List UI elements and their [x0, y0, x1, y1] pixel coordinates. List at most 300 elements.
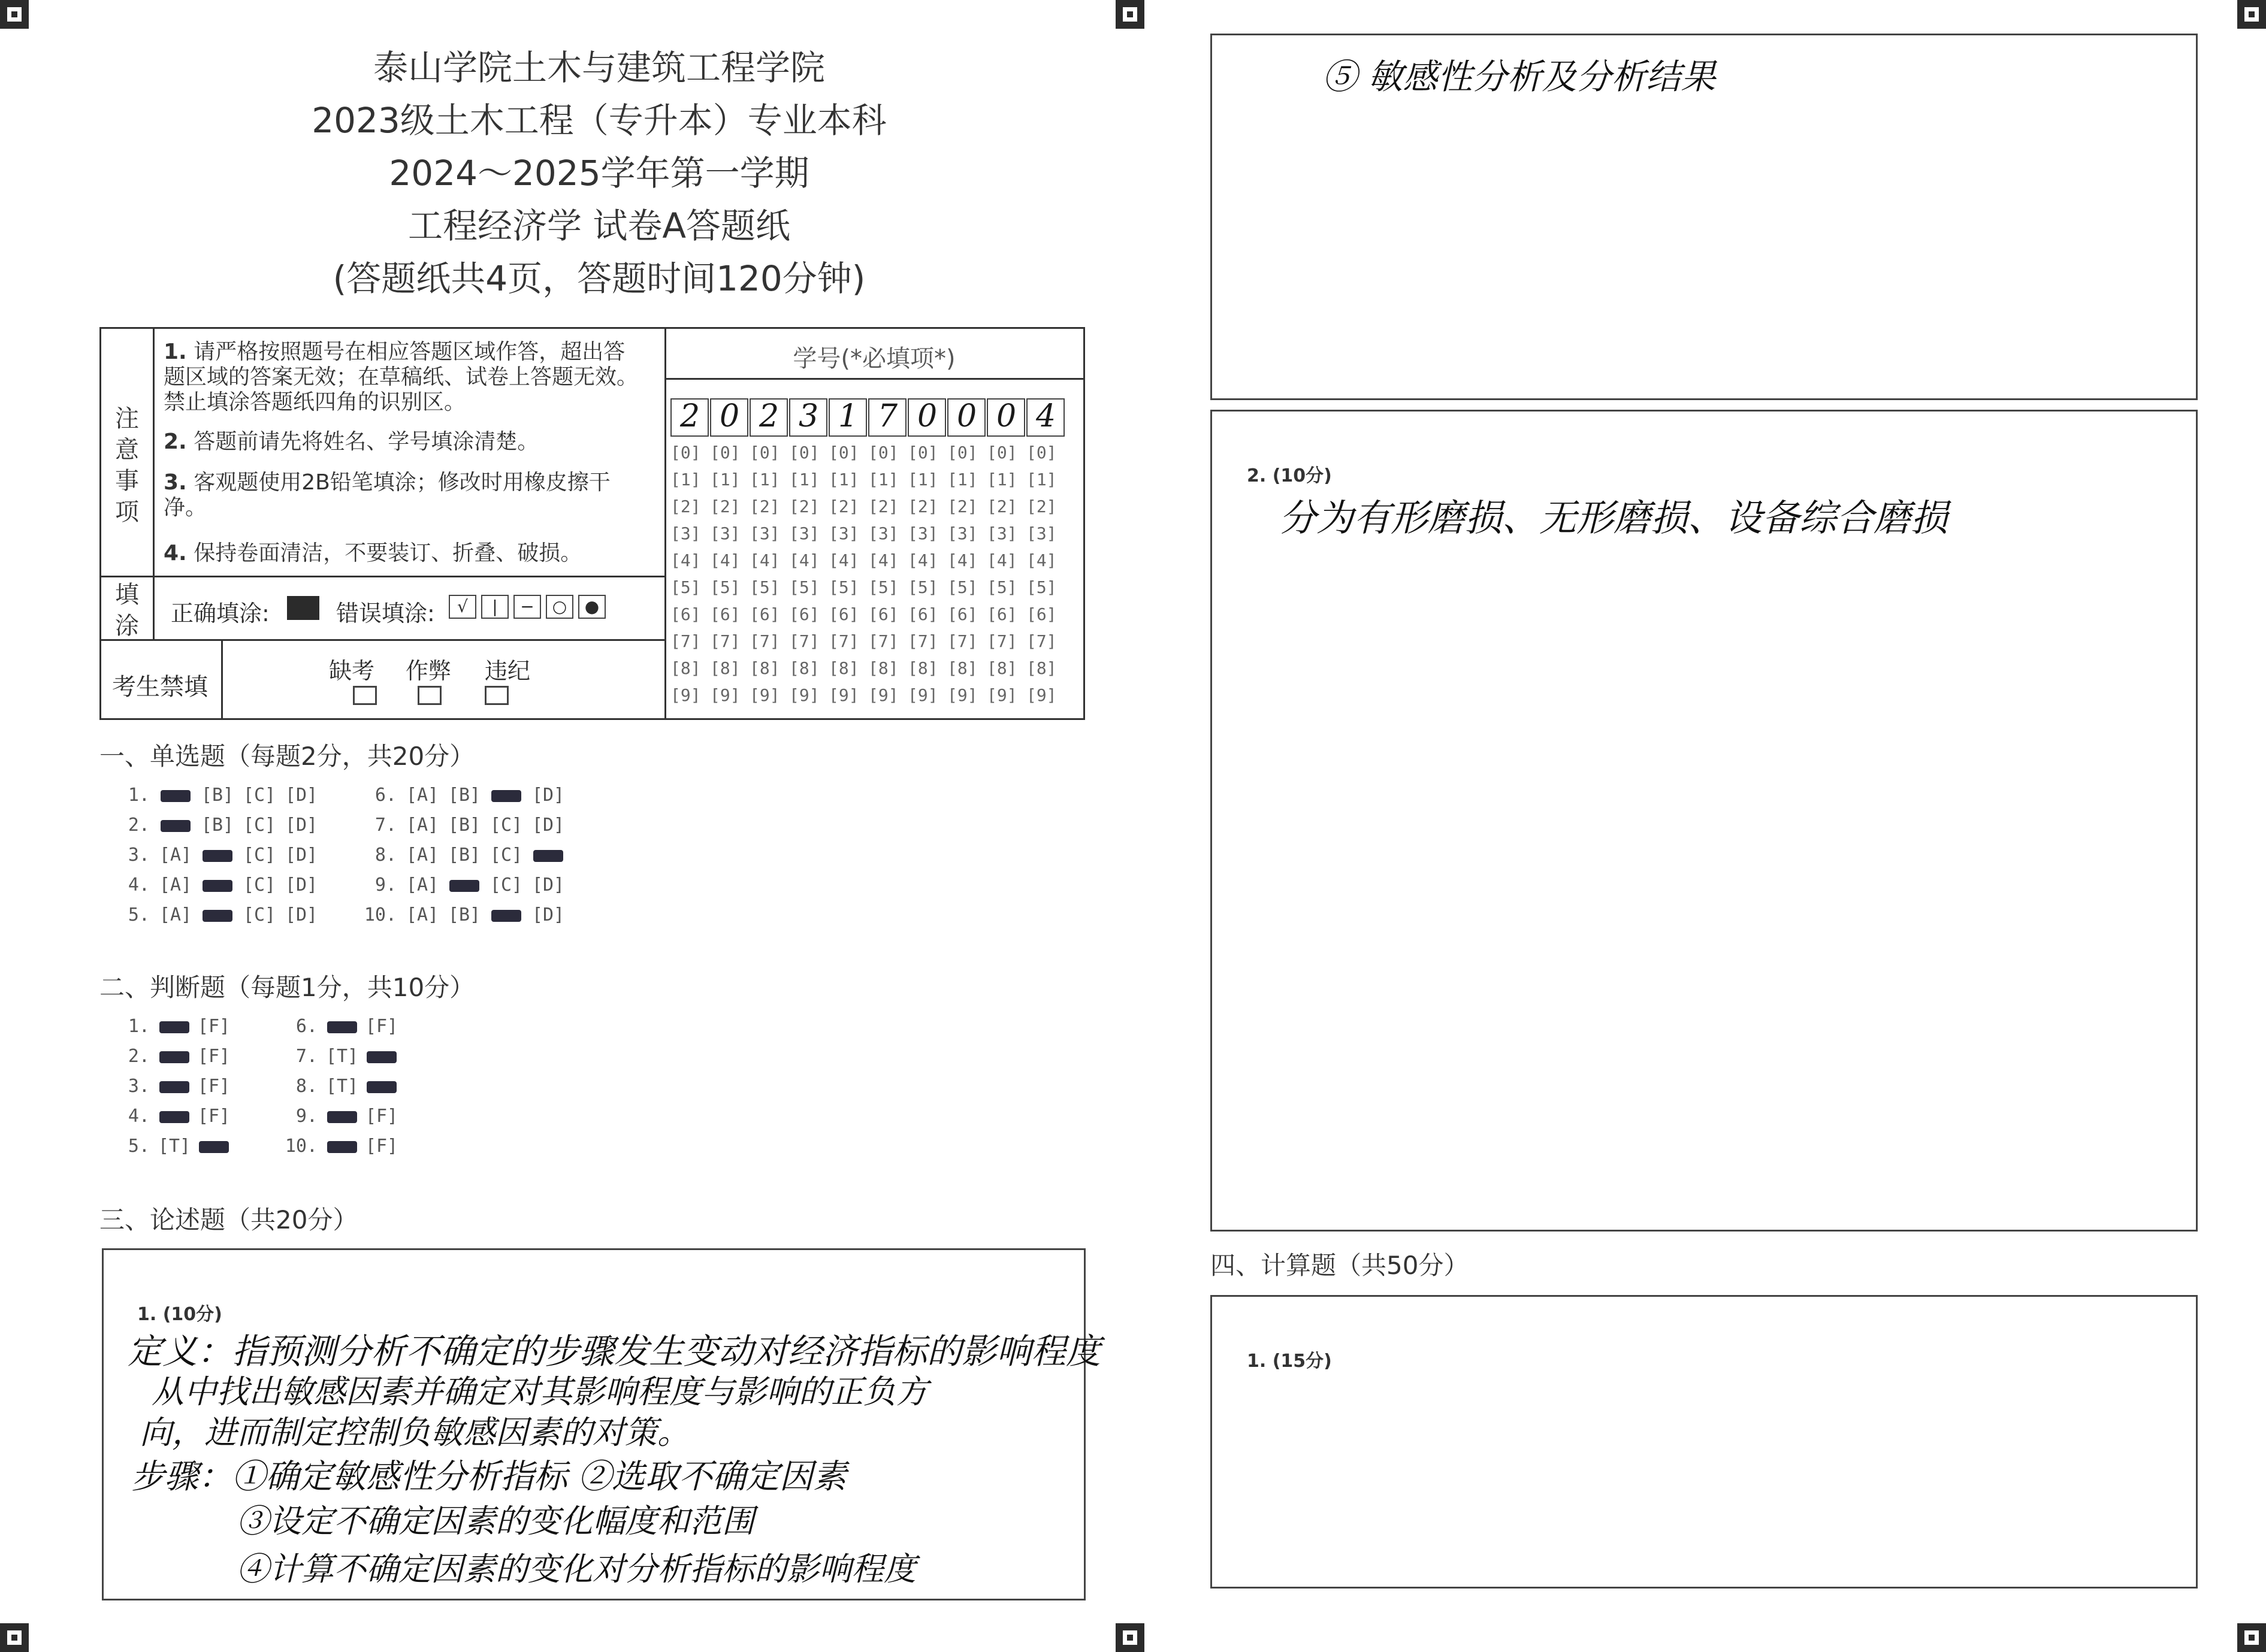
fill-label: 填涂: [115, 581, 139, 640]
option-bubble[interactable]: [C]: [243, 845, 276, 866]
filled-mark: [159, 1081, 189, 1093]
option-bubble[interactable]: [A]: [406, 904, 439, 925]
student-id-bubble[interactable]: [0]: [1026, 443, 1057, 462]
header-school: 泰山学院土木与建筑工程学院: [373, 47, 825, 88]
question-row: [282, 1106, 401, 1127]
filled-bubble[interactable]: [155, 1016, 194, 1037]
filled-mark: [203, 910, 232, 922]
fill-wrong-label: 错误填涂:: [336, 600, 435, 627]
divider: [664, 329, 666, 718]
filled-bubble[interactable]: [322, 1016, 362, 1037]
essay-1-label: 1. (10分): [137, 1304, 222, 1325]
question-number: 4.: [128, 875, 150, 895]
student-id-bubble[interactable]: [9]: [710, 685, 741, 705]
student-id-bubble[interactable]: [0]: [670, 443, 701, 462]
student-id-bubble[interactable]: [3]: [789, 524, 820, 543]
option-bubble[interactable]: [C]: [490, 845, 523, 866]
student-id-bubble[interactable]: [0]: [789, 443, 820, 462]
student-id-bubble[interactable]: [1]: [829, 470, 859, 489]
header-exam-title: 工程经济学 试卷A答题纸: [407, 205, 791, 246]
student-id-bubble[interactable]: [4]: [750, 550, 780, 570]
student-id-bubble[interactable]: [9]: [670, 685, 701, 705]
option-bubble[interactable]: [B]: [201, 785, 234, 806]
student-id-digit: 0: [720, 398, 740, 434]
forbid-label: 考生禁填: [112, 673, 208, 701]
question-number: 1.: [128, 785, 150, 806]
student-id-bubble[interactable]: [2]: [670, 497, 701, 516]
student-id-bubble[interactable]: [5]: [750, 577, 780, 597]
corner-marker-top-right: [2237, 0, 2266, 29]
student-id-bubble[interactable]: [1]: [947, 470, 978, 489]
corner-marker-top-left: [0, 0, 29, 29]
option-bubble[interactable]: [T]: [325, 1076, 359, 1097]
essay-1-line-5: ③设定不确定因素的变化幅度和范围: [237, 1502, 754, 1540]
option-bubble[interactable]: [A]: [159, 904, 192, 925]
student-id-bubble[interactable]: [7]: [868, 631, 899, 651]
question-row: [361, 815, 569, 836]
absent-checkbox[interactable]: [353, 686, 377, 705]
option-bubble[interactable]: [T]: [158, 1136, 191, 1157]
student-id-bubble[interactable]: [9]: [908, 685, 938, 705]
filled-bubble[interactable]: [197, 875, 238, 895]
option-bubble[interactable]: [C]: [243, 904, 276, 925]
filled-mark: [327, 1111, 357, 1123]
question-number: 5.: [128, 1136, 150, 1157]
student-id-bubble[interactable]: [9]: [1026, 685, 1057, 705]
option-bubble[interactable]: [F]: [365, 1136, 398, 1157]
question-row: [282, 1136, 401, 1157]
circle-icon: ○: [546, 595, 573, 619]
student-id-bubble[interactable]: [3]: [987, 524, 1017, 543]
student-id-bubble[interactable]: [3]: [868, 524, 899, 543]
essay-1-continued-box[interactable]: [1210, 34, 2198, 400]
question-number: 10.: [364, 904, 397, 925]
essay-2-answer-box[interactable]: [1210, 410, 2198, 1232]
filled-mark: [449, 880, 479, 892]
student-id-bubble[interactable]: [8]: [750, 658, 780, 678]
divider: [101, 639, 664, 641]
wrong-fill-examples: [449, 595, 611, 619]
question-row: [361, 904, 569, 925]
student-id-bubble[interactable]: [3]: [1026, 524, 1057, 543]
student-id-bubble[interactable]: [5]: [1026, 577, 1057, 597]
vertical-bar-icon: |: [481, 595, 509, 619]
filled-bubble[interactable]: [362, 1076, 401, 1097]
student-id-bubble[interactable]: [5]: [710, 577, 741, 597]
corner-marker-bottom-middle: [1116, 1623, 1144, 1652]
student-id-digit-box[interactable]: [789, 398, 827, 437]
student-id-bubble[interactable]: [9]: [868, 685, 899, 705]
corner-marker-top-middle: [1116, 0, 1144, 29]
question-row: [114, 815, 322, 836]
student-id-digit: 2: [680, 398, 700, 434]
filled-bubble[interactable]: [485, 785, 527, 806]
filled-bubble[interactable]: [194, 1136, 234, 1157]
student-id-bubble[interactable]: [8]: [789, 658, 820, 678]
student-id-bubble[interactable]: [0]: [947, 443, 978, 462]
student-id-bubble[interactable]: [3]: [908, 524, 938, 543]
student-id-bubble[interactable]: [4]: [710, 550, 741, 570]
question-row: [114, 1046, 234, 1067]
essay-1-line-2: 从中找出敏感因素并确定对其影响程度与影响的正负方: [152, 1373, 928, 1411]
student-id-bubble[interactable]: [1]: [710, 470, 741, 489]
filled-mark: [327, 1021, 357, 1033]
student-id-bubble[interactable]: [0]: [829, 443, 859, 462]
student-id-bubble[interactable]: [8]: [670, 658, 701, 678]
student-id-bubble[interactable]: [3]: [670, 524, 701, 543]
student-id-bubble[interactable]: [7]: [750, 631, 780, 651]
filled-mark: [491, 790, 521, 802]
option-bubble[interactable]: [D]: [531, 815, 565, 836]
filled-bubble[interactable]: [197, 904, 238, 925]
student-id-bubble[interactable]: [8]: [868, 658, 899, 678]
student-id-bubble[interactable]: [2]: [1026, 497, 1057, 516]
student-id-bubble[interactable]: [5]: [908, 577, 938, 597]
student-id-bubble[interactable]: [5]: [670, 577, 701, 597]
option-bubble[interactable]: [F]: [365, 1106, 398, 1127]
filled-bubble[interactable]: [322, 1106, 362, 1127]
student-id-bubble[interactable]: [4]: [670, 550, 701, 570]
essay-1-line-4: 步骤：①确定敏感性分析指标 ②选取不确定因素: [131, 1457, 847, 1496]
student-id-bubble[interactable]: [9]: [829, 685, 859, 705]
student-id-bubble[interactable]: [4]: [829, 550, 859, 570]
check-mark-icon: √: [449, 595, 476, 619]
section-single-choice-title: 一、单选题（每题2分，共20分）: [99, 742, 475, 771]
option-bubble[interactable]: [D]: [285, 785, 318, 806]
student-id-bubble[interactable]: [6]: [710, 604, 741, 624]
correct-fill-example: [287, 596, 319, 620]
student-id-bubble[interactable]: [5]: [987, 577, 1017, 597]
student-id-bubble[interactable]: [9]: [789, 685, 820, 705]
student-id-bubble[interactable]: [0]: [750, 443, 780, 462]
student-id-digit: 0: [996, 398, 1017, 434]
student-id-digit-box[interactable]: [1026, 398, 1065, 437]
student-id-bubble[interactable]: [3]: [750, 524, 780, 543]
student-id-bubble[interactable]: [2]: [947, 497, 978, 516]
option-bubble[interactable]: [D]: [285, 815, 318, 836]
filled-mark: [367, 1051, 397, 1063]
question-row: [361, 875, 569, 895]
student-id-digit-box[interactable]: [829, 398, 867, 437]
student-id-bubble[interactable]: [7]: [710, 631, 741, 651]
violation-checkbox[interactable]: [485, 686, 509, 705]
notice-item-3: 3. 客观题使用2B铅笔填涂；修改时用橡皮擦干净。: [164, 470, 611, 520]
option-bubble[interactable]: [A]: [406, 815, 439, 836]
student-id-digit: 0: [917, 398, 938, 434]
student-id-bubble[interactable]: [7]: [670, 631, 701, 651]
student-id-bubble[interactable]: [8]: [1026, 658, 1057, 678]
question-number: 3.: [128, 845, 150, 866]
essay-1-line-6: ④计算不确定因素的变化对分析指标的影响程度: [237, 1550, 916, 1588]
filled-mark: [161, 820, 191, 832]
filled-mark: [327, 1141, 357, 1153]
option-bubble[interactable]: [A]: [406, 785, 439, 806]
essay-2-line: 分为有形磨损、无形磨损、设备综合磨损: [1279, 496, 1948, 540]
option-bubble[interactable]: [B]: [448, 904, 481, 925]
student-id-bubble[interactable]: [1]: [987, 470, 1017, 489]
filled-bubble[interactable]: [485, 904, 527, 925]
option-bubble[interactable]: [A]: [406, 875, 439, 895]
student-id-bubble[interactable]: [6]: [868, 604, 899, 624]
student-id-bubble[interactable]: [2]: [868, 497, 899, 516]
filled-bubble[interactable]: [155, 1076, 194, 1097]
filled-bubble[interactable]: [197, 845, 238, 866]
student-id-bubble[interactable]: [0]: [987, 443, 1017, 462]
question-number: 3.: [128, 1076, 150, 1097]
student-id-bubble[interactable]: [3]: [947, 524, 978, 543]
student-id-bubble[interactable]: [8]: [947, 658, 978, 678]
question-number: 4.: [128, 1106, 150, 1127]
student-id-bubble[interactable]: [2]: [789, 497, 820, 516]
essay-1-continued-line: ⑤ 敏感性分析及分析结果: [1322, 56, 1716, 97]
filled-mark: [161, 790, 191, 802]
student-id-bubble[interactable]: [6]: [670, 604, 701, 624]
single-choice-area: [114, 785, 605, 940]
question-row: [114, 845, 322, 866]
question-row: [114, 904, 322, 925]
question-number: 5.: [128, 904, 150, 925]
student-id-bubble[interactable]: [2]: [829, 497, 859, 516]
corner-marker-bottom-left: [0, 1623, 29, 1652]
option-bubble[interactable]: [F]: [197, 1046, 231, 1067]
student-id-bubble[interactable]: [3]: [829, 524, 859, 543]
student-id-bubble[interactable]: [8]: [908, 658, 938, 678]
student-id-bubble[interactable]: [3]: [710, 524, 741, 543]
student-id-bubble[interactable]: [5]: [789, 577, 820, 597]
filled-bubble[interactable]: [443, 875, 485, 895]
student-id-bubble[interactable]: [5]: [868, 577, 899, 597]
header-term: 2024～2025学年第一学期: [389, 153, 809, 193]
question-number: 6.: [374, 785, 397, 806]
filled-mark: [159, 1051, 189, 1063]
filled-bubble[interactable]: [527, 845, 569, 866]
cheat-label: 作弊: [406, 658, 452, 684]
student-id-bubble[interactable]: [1]: [750, 470, 780, 489]
student-id-bubble[interactable]: [1]: [670, 470, 701, 489]
question-number: 7.: [374, 815, 397, 836]
student-id-digit-box[interactable]: [908, 398, 946, 437]
option-bubble[interactable]: [C]: [490, 875, 523, 895]
question-number: 10.: [285, 1136, 318, 1157]
student-id-bubble[interactable]: [7]: [829, 631, 859, 651]
student-id-bubble[interactable]: [2]: [987, 497, 1017, 516]
question-row: [114, 785, 322, 806]
filled-mark: [203, 880, 232, 892]
option-bubble[interactable]: [C]: [243, 875, 276, 895]
option-bubble[interactable]: [F]: [197, 1076, 231, 1097]
student-id-bubble[interactable]: [6]: [947, 604, 978, 624]
student-id-bubble[interactable]: [6]: [750, 604, 780, 624]
option-bubble[interactable]: [D]: [531, 785, 565, 806]
essay-1-answer-box[interactable]: [102, 1248, 1101, 1600]
info-table: [99, 327, 1085, 720]
question-number: 8.: [374, 845, 397, 866]
question-row: [114, 1016, 234, 1037]
notice-label: 注意事项: [115, 405, 139, 526]
essay-1-line-1: 定义：指预测分析不确定的步骤发生变动对经济指标的影响程度: [128, 1331, 1101, 1372]
option-bubble[interactable]: [B]: [448, 785, 481, 806]
option-bubble[interactable]: [F]: [197, 1016, 231, 1037]
student-id-bubble[interactable]: [5]: [947, 577, 978, 597]
absent-label: 缺考: [329, 658, 375, 684]
filled-bubble[interactable]: [155, 785, 197, 806]
student-id-bubble[interactable]: [4]: [908, 550, 938, 570]
question-row: [114, 1076, 234, 1097]
violation-label: 违纪: [485, 658, 531, 684]
student-id-digit: 4: [1036, 398, 1056, 434]
student-id-bubble[interactable]: [4]: [1026, 550, 1057, 570]
question-row: [282, 1076, 401, 1097]
question-number: 2.: [128, 815, 150, 836]
calc-1-label: 1. (15分): [1247, 1351, 1332, 1372]
section-essay-title: 三、论述题（共20分）: [99, 1205, 358, 1235]
student-id-bubble[interactable]: [0]: [710, 443, 741, 462]
option-bubble[interactable]: [D]: [285, 845, 318, 866]
option-bubble[interactable]: [D]: [531, 875, 565, 895]
dash-icon: −: [513, 595, 541, 619]
filled-mark: [199, 1141, 229, 1153]
student-id-bubble[interactable]: [9]: [947, 685, 978, 705]
student-id-bubble[interactable]: [4]: [947, 550, 978, 570]
essay-2-label: 2. (10分): [1247, 465, 1332, 486]
student-id-bubble[interactable]: [6]: [789, 604, 820, 624]
student-id-digit: 7: [878, 398, 898, 434]
filled-mark: [203, 850, 232, 862]
student-id-bubble[interactable]: [7]: [908, 631, 938, 651]
option-bubble[interactable]: [B]: [448, 845, 481, 866]
option-bubble[interactable]: [C]: [243, 815, 276, 836]
student-id-bubble[interactable]: [6]: [829, 604, 859, 624]
student-id-digit-box[interactable]: [710, 398, 748, 437]
option-bubble[interactable]: [D]: [531, 904, 565, 925]
option-bubble[interactable]: [F]: [197, 1106, 231, 1127]
fill-correct-label: 正确填涂:: [171, 600, 270, 627]
student-id-digit-box[interactable]: [750, 398, 788, 437]
question-row: [114, 1106, 234, 1127]
option-bubble[interactable]: [A]: [159, 845, 192, 866]
question-row: [114, 875, 322, 895]
notice-item-2: 2. 答题前请先将姓名、学号填涂清楚。: [164, 429, 539, 454]
student-id-bubble[interactable]: [6]: [908, 604, 938, 624]
student-id-area: [668, 329, 1081, 718]
student-id-bubble[interactable]: [7]: [947, 631, 978, 651]
filled-bubble[interactable]: [155, 1106, 194, 1127]
filled-mark: [159, 1111, 189, 1123]
question-row: [114, 1136, 234, 1157]
student-id-bubble[interactable]: [0]: [868, 443, 899, 462]
student-id-digit: 1: [838, 398, 859, 434]
question-number: 2.: [128, 1046, 150, 1067]
notice-item-4: 4. 保持卷面清洁，不要装订、折叠、破损。: [164, 541, 582, 565]
header-page-info: (答题纸共4页，答题时间120分钟): [333, 258, 866, 299]
question-number: 7.: [295, 1046, 318, 1067]
question-number: 1.: [128, 1016, 150, 1037]
question-row: [282, 1016, 401, 1037]
student-id-bubble[interactable]: [4]: [868, 550, 899, 570]
question-number: 9.: [295, 1106, 318, 1127]
student-id-digit-box[interactable]: [670, 398, 709, 437]
filled-mark: [533, 850, 563, 862]
cheat-checkbox[interactable]: [418, 686, 442, 705]
student-id-bubble[interactable]: [9]: [750, 685, 780, 705]
student-id-bubble[interactable]: [6]: [987, 604, 1017, 624]
student-id-bubble[interactable]: [7]: [789, 631, 820, 651]
option-bubble[interactable]: [D]: [285, 875, 318, 895]
student-id-label: 学号(*必填项*): [793, 345, 956, 373]
section-true-false-title: 二、判断题（每题1分，共10分）: [99, 973, 475, 1002]
student-id-bubble[interactable]: [2]: [750, 497, 780, 516]
student-id-bubble[interactable]: [8]: [829, 658, 859, 678]
notice-item-1: 1. 请严格按照题号在相应答题区域作答，超出答题区域的答案无效；在草稿纸、试卷上答题无效。禁止填涂答题纸四角的识别区。: [164, 340, 639, 414]
student-id-bubble[interactable]: [8]: [987, 658, 1017, 678]
option-bubble[interactable]: [A]: [406, 845, 439, 866]
filled-mark: [367, 1081, 397, 1093]
filled-mark: [491, 910, 521, 922]
student-id-bubble[interactable]: [9]: [987, 685, 1017, 705]
student-id-digit-box[interactable]: [868, 398, 907, 437]
question-number: 6.: [295, 1016, 318, 1037]
option-bubble[interactable]: [C]: [243, 785, 276, 806]
student-id-bubble[interactable]: [2]: [908, 497, 938, 516]
filled-bubble[interactable]: [362, 1046, 401, 1067]
question-row: [282, 1046, 401, 1067]
student-id-bubble[interactable]: [1]: [789, 470, 820, 489]
corner-marker-bottom-right: [2237, 1623, 2266, 1652]
filled-bubble[interactable]: [155, 815, 197, 836]
student-id-digit-box[interactable]: [947, 398, 986, 437]
student-id-bubble[interactable]: [4]: [789, 550, 820, 570]
student-id-bubble[interactable]: [7]: [1026, 631, 1057, 651]
student-id-bubble[interactable]: [0]: [908, 443, 938, 462]
option-bubble[interactable]: [B]: [201, 815, 234, 836]
student-id-digit: 0: [957, 398, 977, 434]
student-id-bubble[interactable]: [5]: [829, 577, 859, 597]
filled-mark: [159, 1021, 189, 1033]
filled-bubble[interactable]: [322, 1136, 362, 1157]
student-id-bubble[interactable]: [1]: [1026, 470, 1057, 489]
header-class: 2023级土木工程（专升本）专业本科: [312, 100, 887, 141]
question-row: [361, 845, 569, 866]
option-bubble[interactable]: [C]: [490, 815, 523, 836]
student-id-bubble[interactable]: [7]: [987, 631, 1017, 651]
filled-bubble[interactable]: [155, 1046, 194, 1067]
divider: [101, 576, 664, 577]
student-id-bubble[interactable]: [1]: [868, 470, 899, 489]
option-bubble[interactable]: [F]: [365, 1016, 398, 1037]
student-id-bubble[interactable]: [1]: [908, 470, 938, 489]
true-false-area: [114, 1016, 473, 1172]
student-id-digit: 2: [759, 398, 779, 434]
student-id-bubble[interactable]: [2]: [710, 497, 741, 516]
option-bubble[interactable]: [T]: [325, 1046, 359, 1067]
question-row: [361, 785, 569, 806]
question-number: 9.: [374, 875, 397, 895]
student-id-digit-box[interactable]: [987, 398, 1025, 437]
student-id-bubble[interactable]: [6]: [1026, 604, 1057, 624]
divider: [153, 329, 155, 640]
option-bubble[interactable]: [B]: [448, 815, 481, 836]
student-id-bubble[interactable]: [8]: [710, 658, 741, 678]
student-id-digit: 3: [799, 398, 819, 434]
question-number: 8.: [295, 1076, 318, 1097]
divider: [221, 639, 223, 718]
essay-1-line-3: 向，进而制定控制负敏感因素的对策。: [140, 1414, 690, 1451]
student-id-bubble[interactable]: [4]: [987, 550, 1017, 570]
option-bubble[interactable]: [D]: [285, 904, 318, 925]
dot-icon: ●: [578, 595, 606, 619]
option-bubble[interactable]: [A]: [159, 875, 192, 895]
calc-1-answer-box[interactable]: [1210, 1295, 2198, 1589]
